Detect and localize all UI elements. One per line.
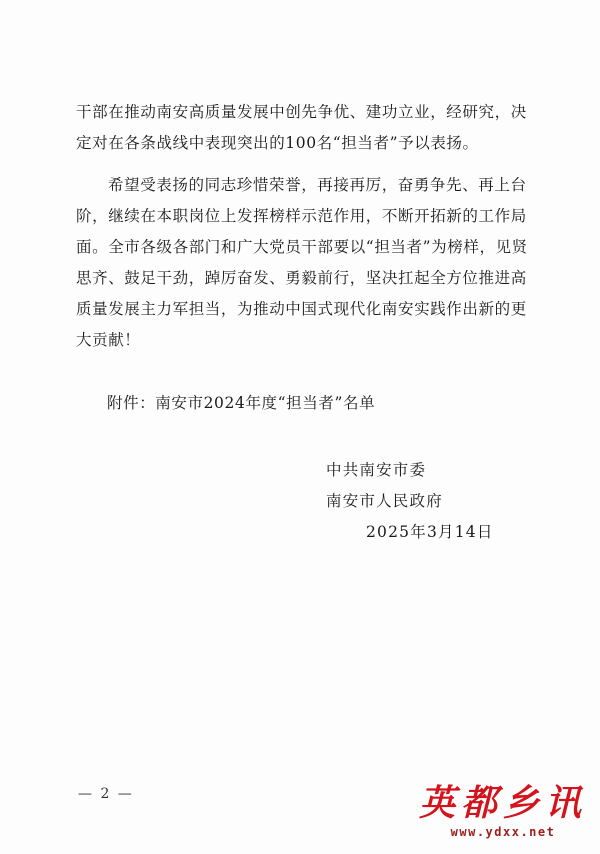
body-paragraph-1: 干部在推动南安高质量发展中创先争优、建功立业，经研究，决定对在各条战线中表现突出的100名“担当者”予以表扬。 — [76, 103, 527, 152]
attachment-line: 附件：南安市2024年度“担当者”名单 — [107, 394, 376, 412]
watermark-logo — [414, 782, 592, 844]
page-number: — 2 — — [78, 786, 134, 802]
signature-org-government: 南安市人民政府 — [326, 492, 443, 510]
watermark-title: 英都乡讯 — [418, 782, 587, 824]
signature-org-party-committee: 中共南安市委 — [326, 461, 427, 479]
signature-date: 2025年3月14日 — [366, 523, 494, 541]
watermark-url: www.ydxx.net — [450, 825, 556, 839]
body-paragraph-2: 希望受表扬的同志珍惜荣誉，再接再厉，奋勇争先、再上台阶，继续在本职岗位上发挥榜样示范作用，不断开拓新的工作局面。全市各级各部门和广大党员干部要以“担当者”为榜样，见贤思齐、鼓足干劲，踔厉奋发、勇毅前行，坚决扛起全方位推进高质量发展主力军担当，为推动中国式现代化南安实践作出新的更大贡献！ — [76, 176, 528, 349]
